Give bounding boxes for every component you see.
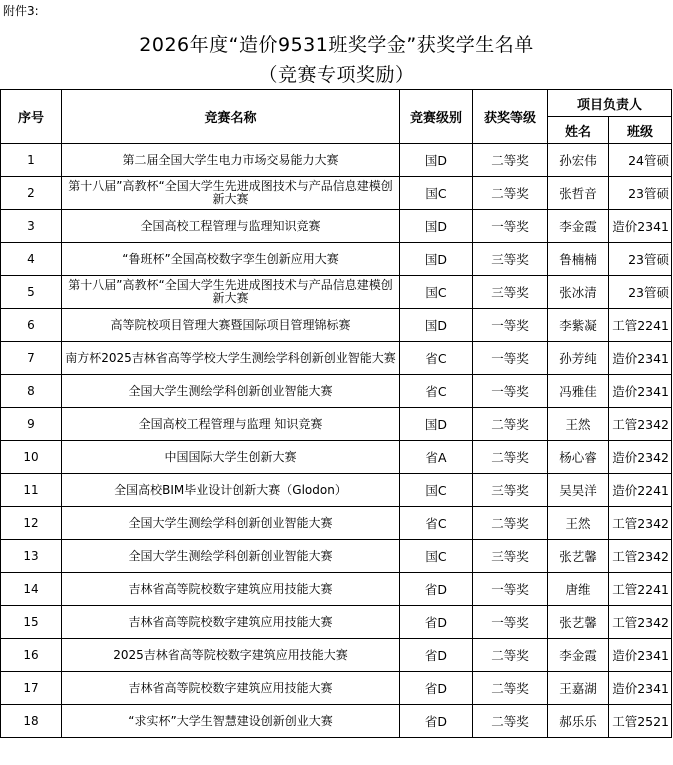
leader-name: 张艺馨	[548, 540, 609, 573]
competition-name: 第二届全国大学生电力市场交易能力大赛	[62, 144, 400, 177]
competition-name: 全国高校BIM毕业设计创新大赛（Glodon）	[62, 474, 400, 507]
competition-name: 全国大学生测绘学科创新创业智能大赛	[62, 507, 400, 540]
leader-class: 工管2342	[609, 540, 672, 573]
leader-name: 鲁楠楠	[548, 243, 609, 276]
leader-class: 工管2342	[609, 507, 672, 540]
table-body	[1, 144, 672, 738]
competition-level: 国C	[400, 474, 473, 507]
competition-name: “求实杯”大学生智慧建设创新创业大赛	[62, 705, 400, 738]
table-row	[1, 573, 672, 606]
leader-class: 23管硕	[609, 243, 672, 276]
header-competition: 竞赛名称	[62, 90, 400, 144]
award-level: 二等奖	[473, 705, 548, 738]
award-level: 一等奖	[473, 309, 548, 342]
header-row	[1, 90, 672, 117]
competition-name: 全国大学生测绘学科创新创业智能大赛	[62, 375, 400, 408]
row-index: 7	[1, 342, 62, 375]
award-level: 三等奖	[473, 474, 548, 507]
row-index: 11	[1, 474, 62, 507]
leader-class: 造价2341	[609, 672, 672, 705]
row-index: 4	[1, 243, 62, 276]
table-row	[1, 243, 672, 276]
award-level: 三等奖	[473, 243, 548, 276]
leader-name: 张哲音	[548, 177, 609, 210]
leader-name: 吴昊洋	[548, 474, 609, 507]
leader-name: 唐维	[548, 573, 609, 606]
competition-name: 2025吉林省高等院校数字建筑应用技能大赛	[62, 639, 400, 672]
award-level: 一等奖	[473, 342, 548, 375]
table-row	[1, 672, 672, 705]
leader-class: 工管2342	[609, 606, 672, 639]
table-row	[1, 540, 672, 573]
competition-name: 吉林省高等院校数字建筑应用技能大赛	[62, 573, 400, 606]
leader-name: 张冰清	[548, 276, 609, 309]
leader-name: 王然	[548, 408, 609, 441]
leader-class: 造价2241	[609, 474, 672, 507]
competition-level: 国C	[400, 177, 473, 210]
leader-name: 李金霞	[548, 639, 609, 672]
competition-level: 国C	[400, 540, 473, 573]
leader-name: 孙宏伟	[548, 144, 609, 177]
competition-level: 省C	[400, 375, 473, 408]
competition-name: 全国高校工程管理与监理 知识竞赛	[62, 408, 400, 441]
competition-name: 第十八届”高教杯“全国大学生先进成图技术与产品信息建模创新大赛	[62, 177, 400, 210]
competition-name: 南方杯2025吉林省高等学校大学生测绘学科创新创业智能大赛	[62, 342, 400, 375]
table-row	[1, 507, 672, 540]
row-index: 9	[1, 408, 62, 441]
competition-level: 省D	[400, 705, 473, 738]
table-row	[1, 474, 672, 507]
award-level: 一等奖	[473, 573, 548, 606]
leader-class: 造价2341	[609, 639, 672, 672]
award-level: 二等奖	[473, 672, 548, 705]
table-row	[1, 210, 672, 243]
row-index: 14	[1, 573, 62, 606]
row-index: 13	[1, 540, 62, 573]
competition-level: 省C	[400, 342, 473, 375]
row-index: 3	[1, 210, 62, 243]
competition-name: “鲁班杯”全国高校数字孪生创新应用大赛	[62, 243, 400, 276]
header-index: 序号	[1, 90, 62, 144]
table-row	[1, 705, 672, 738]
row-index: 8	[1, 375, 62, 408]
leader-class: 24管硕	[609, 144, 672, 177]
leader-class: 工管2241	[609, 573, 672, 606]
competition-name: 全国大学生测绘学科创新创业智能大赛	[62, 540, 400, 573]
competition-level: 省D	[400, 672, 473, 705]
leader-class: 工管2241	[609, 309, 672, 342]
header-leader-group: 项目负责人	[548, 90, 672, 117]
competition-name: 第十八届”高教杯“全国大学生先进成图技术与产品信息建模创新大赛	[62, 276, 400, 309]
competition-name: 中国国际大学生创新大赛	[62, 441, 400, 474]
table-row	[1, 606, 672, 639]
table-row	[1, 177, 672, 210]
leader-class: 造价2341	[609, 375, 672, 408]
competition-level: 国D	[400, 408, 473, 441]
table-row	[1, 342, 672, 375]
leader-class: 造价2342	[609, 441, 672, 474]
table-row	[1, 144, 672, 177]
competition-level: 国D	[400, 243, 473, 276]
competition-level: 省C	[400, 507, 473, 540]
award-level: 一等奖	[473, 375, 548, 408]
document-subtitle: （竞赛专项奖励）	[258, 64, 415, 86]
leader-name: 王嘉湖	[548, 672, 609, 705]
award-level: 三等奖	[473, 540, 548, 573]
row-index: 5	[1, 276, 62, 309]
competition-level: 省D	[400, 573, 473, 606]
competition-name: 吉林省高等院校数字建筑应用技能大赛	[62, 672, 400, 705]
row-index: 18	[1, 705, 62, 738]
leader-name: 孙芳纯	[548, 342, 609, 375]
row-index: 6	[1, 309, 62, 342]
leader-name: 李紫凝	[548, 309, 609, 342]
row-index: 2	[1, 177, 62, 210]
row-index: 16	[1, 639, 62, 672]
award-level: 二等奖	[473, 144, 548, 177]
header-award: 获奖等级	[473, 90, 548, 144]
leader-name: 王然	[548, 507, 609, 540]
leader-class: 工管2521	[609, 705, 672, 738]
leader-class: 工管2342	[609, 408, 672, 441]
row-index: 1	[1, 144, 62, 177]
competition-name: 吉林省高等院校数字建筑应用技能大赛	[62, 606, 400, 639]
award-level: 二等奖	[473, 507, 548, 540]
award-level: 一等奖	[473, 606, 548, 639]
award-level: 二等奖	[473, 639, 548, 672]
table-row	[1, 375, 672, 408]
leader-class: 造价2341	[609, 210, 672, 243]
row-index: 17	[1, 672, 62, 705]
award-level: 一等奖	[473, 210, 548, 243]
leader-name: 李金霞	[548, 210, 609, 243]
leader-class: 23管硕	[609, 276, 672, 309]
competition-level: 国C	[400, 276, 473, 309]
competition-level: 国D	[400, 144, 473, 177]
leader-name: 张艺馨	[548, 606, 609, 639]
row-index: 10	[1, 441, 62, 474]
document-title: 2026年度“造价9531班奖学金”获奖学生名单	[139, 34, 534, 56]
award-level: 二等奖	[473, 177, 548, 210]
table-row	[1, 309, 672, 342]
table-row	[1, 441, 672, 474]
table-row	[1, 408, 672, 441]
leader-name: 郝乐乐	[548, 705, 609, 738]
competition-level: 国D	[400, 210, 473, 243]
award-table	[0, 89, 672, 738]
row-index: 15	[1, 606, 62, 639]
attachment-label: 附件3:	[3, 4, 39, 18]
award-level: 二等奖	[473, 441, 548, 474]
table-row	[1, 276, 672, 309]
competition-level: 省A	[400, 441, 473, 474]
header-name: 姓名	[548, 117, 609, 144]
header-class: 班级	[609, 117, 672, 144]
leader-name: 冯雅佳	[548, 375, 609, 408]
competition-level: 国D	[400, 309, 473, 342]
leader-class: 23管硕	[609, 177, 672, 210]
competition-name: 全国高校工程管理与监理知识竞赛	[62, 210, 400, 243]
competition-level: 省D	[400, 639, 473, 672]
award-level: 二等奖	[473, 408, 548, 441]
row-index: 12	[1, 507, 62, 540]
leader-class: 造价2341	[609, 342, 672, 375]
header-level: 竞赛级别	[400, 90, 473, 144]
competition-level: 省D	[400, 606, 473, 639]
competition-name: 高等院校项目管理大赛暨国际项目管理锦标赛	[62, 309, 400, 342]
leader-name: 杨心睿	[548, 441, 609, 474]
table-row	[1, 639, 672, 672]
award-level: 三等奖	[473, 276, 548, 309]
